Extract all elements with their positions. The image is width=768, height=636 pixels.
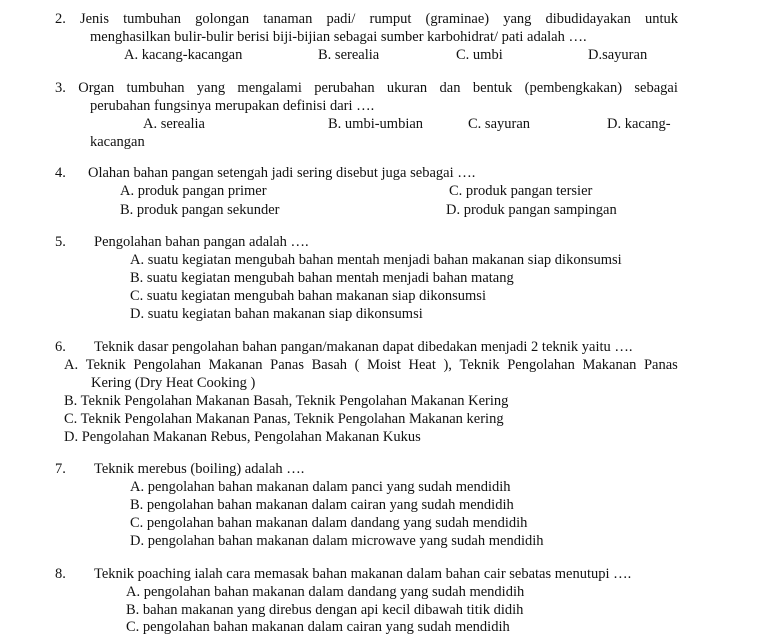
q3-word: dan [439,80,461,96]
q3-line1 [55,79,678,97]
q6-option-a-word: Teknik [459,357,500,373]
q2-number: 2. [55,11,66,27]
q6-option-a-word: A. [64,357,79,373]
q7-option-d: D. pengolahan bahan makanan dalam microwave yang sudah mendidih [130,533,544,549]
q2-word: dibudidayakan [545,11,631,27]
q6-option-a-word: Moist [367,357,401,373]
q3-option-c: C. sayuran [468,116,531,132]
q7-option-c: C. pengolahan bahan makanan dalam dandang yang sudah mendidih [130,515,528,531]
q2-word: golongan [195,11,250,27]
q3-option-a: A. serealia [143,116,205,132]
q2-option-d: D.sayuran [588,47,648,63]
q7-option-a: A. pengolahan bahan makanan dalam panci yang sudah mendidih [130,479,511,495]
q3-word: tumbuhan [126,80,185,96]
q4-option-d: D. produk pangan sampingan [446,202,617,218]
q7-option-b: B. pengolahan bahan makanan dalam cairan yang sudah mendidih [130,497,514,513]
q6-option-a-word: Pengolahan [133,357,202,373]
q3-word: sebagai [634,80,678,96]
q2-word: Jenis [79,11,109,27]
q2-line1 [55,10,678,28]
q3-continuation: kacangan [90,134,145,150]
q4-text: Olahan bahan pangan setengah jadi sering disebut juga sebagai …. [88,165,476,181]
q2-word: untuk [644,11,678,27]
q2-word: padi/ [326,11,356,27]
q2-line2: menghasilkan bulir-bulir berisi biji-bijian sebagai sumber karbohidrat/ pati adalah …. [90,29,587,45]
q6-option-a-word: ( [354,357,360,373]
q6-option-a-word: Basah [311,357,348,373]
q6-option-a-line1 [64,356,678,374]
q2-word: rumput [369,11,412,27]
q2-word: (graminae) [425,11,490,27]
q5-option-b: B. suatu kegiatan mengubah bahan mentah menjadi bahan matang [130,270,514,286]
q6-option-a-word: Makanan [582,357,637,373]
q4-option-c: C. produk pangan tersier [449,183,593,199]
q6-option-a-word: Makanan [208,357,263,373]
q3-option-b: B. umbi-umbian [328,116,424,132]
q8-number: 8. [55,566,66,582]
q2-option-a: A. kacang-kacangan [124,47,243,63]
q3-word: perubahan [314,80,375,96]
q3-word: yang [196,80,226,96]
q6-option-a-word: Heat [408,357,436,373]
q5-option-c: C. suatu kegiatan mengubah bahan makanan siap dikonsumsi [130,288,486,304]
q8-option-b: B. bahan makanan yang direbus dengan api kecil dibawah titik didih [126,602,524,618]
q6-option-a-word: Panas [643,357,678,373]
q3-word: ukuran [386,80,428,96]
q6-option-c: C. Teknik Pengolahan Makanan Panas, Teknik Pengolahan Makanan kering [64,411,504,427]
q3-option-d: D. kacang- [607,116,671,132]
q4-option-b: B. produk pangan sekunder [120,202,280,218]
q6-option-a-word: ), [443,357,452,373]
q6-text: Teknik dasar pengolahan bahan pangan/makanan dapat dibedakan menjadi 2 teknik yaitu …. [94,339,633,355]
q4-option-a: A. produk pangan primer [120,183,267,199]
q2-option-c: C. umbi [456,47,503,63]
q6-option-a-word: Panas [270,357,304,373]
q6-option-d: D. Pengolahan Makanan Rebus, Pengolahan Makanan Kukus [64,429,421,445]
q3-word: Organ [78,80,115,96]
q8-option-a: A. pengolahan bahan makanan dalam dandang yang sudah mendidih [126,584,525,600]
q8-text: Teknik poaching ialah cara memasak bahan makanan dalam bahan cair sebatas menutupi …. [94,566,632,582]
q6-option-a-word: Pengolahan [507,357,575,373]
q2-word: tumbuhan [123,11,182,27]
q5-text: Pengolahan bahan pangan adalah …. [94,234,309,250]
q6-option-b: B. Teknik Pengolahan Makanan Basah, Teknik Pengolahan Makanan Kering [64,393,509,409]
q2-option-b: B. serealia [318,47,380,63]
q6-number: 6. [55,339,66,355]
q2-word: tanaman [263,11,313,27]
q3-word: bentuk [472,80,513,96]
q3-word: mengalami [237,80,302,96]
q6-option-a-word: Teknik [85,357,126,373]
q8-option-c: C. pengolahan bahan makanan dalam cairan yang sudah mendidih [126,619,510,635]
q5-option-a: A. suatu kegiatan mengubah bahan mentah menjadi bahan makanan siap dikonsumsi [130,252,622,268]
q2-word: yang [503,11,532,27]
q4-number: 4. [55,165,66,181]
q7-text: Teknik merebus (boiling) adalah …. [94,461,305,477]
q5-number: 5. [55,234,66,250]
q7-number: 7. [55,461,66,477]
q3-line2: perubahan fungsinya merupakan definisi dari …. [90,98,375,114]
q3-number: 3. [55,80,66,96]
q5-option-d: D. suatu kegiatan bahan makanan siap dikonsumsi [130,306,423,322]
q3-word: (pembengkakan) [524,80,623,96]
q6-option-a-line2: Kering (Dry Heat Cooking ) [91,375,256,391]
